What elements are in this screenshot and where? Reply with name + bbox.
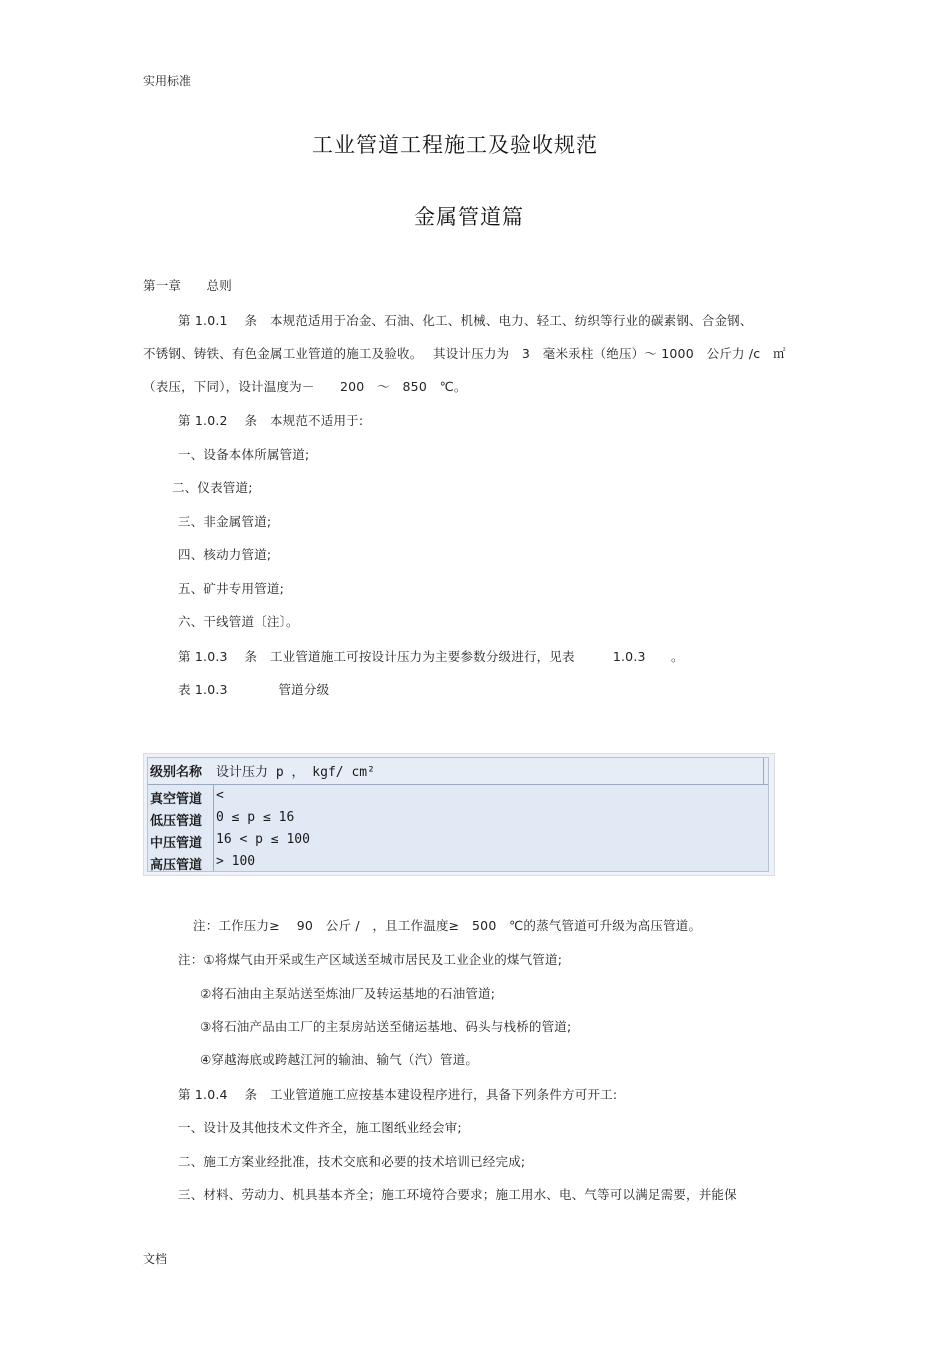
table-row [148, 851, 768, 873]
table-header-cell: 设计压力 p ， kgf/ cm² [216, 765, 375, 780]
clause-1-0-2-item: 六、干线管道〔注〕。 [178, 614, 299, 629]
note-2-item: ③将石油产品由工厂的主泵房站送至储运基地、码头与栈桥的管道; [200, 1019, 572, 1034]
table-row [148, 785, 768, 807]
clause-1-0-2-item: 三、非金属管道; [178, 514, 272, 529]
clause-1-0-4-item: 三、材料、劳动力、机具基本齐全；施工环境符合要求；施工用水、电、气等可以满足需要，并能保 [178, 1187, 737, 1202]
table-cell: < [216, 788, 224, 803]
table-cell: > 100 [216, 854, 256, 869]
table-row [148, 807, 768, 829]
table-divider [763, 758, 764, 784]
table-cell: 中压管道 [150, 836, 203, 851]
pipe-grade-table [143, 753, 775, 876]
table-cell: 高压管道 [150, 858, 203, 873]
note-2-item: ④穿越海底或跨越江河的输油、输气（汽）管道。 [200, 1052, 479, 1067]
table-cell: 0 ≤ p ≤ 16 [216, 810, 295, 825]
table-caption: 表 1.0.3 管道分级 [178, 682, 330, 697]
table-cell: 真空管道 [150, 792, 203, 807]
table-row [148, 829, 768, 851]
table-cell: 低压管道 [150, 814, 203, 829]
clause-1-0-2-item: 四、核动力管道; [178, 547, 272, 562]
clause-1-0-4-intro: 第 1.0.4 条 工业管道施工应按基本建设程序进行，具备下列条件方可开工: [178, 1087, 618, 1102]
note-1: 注：工作压力≥ 90 公斤 / ，且工作温度≥ 500 ℃的蒸气管道可升级为高压管道。 [193, 918, 702, 933]
document-title: 工业管道工程施工及验收规范 [312, 133, 598, 157]
clause-1-0-4-item: 二、施工方案业经批准，技术交底和必要的技术培训已经完成; [178, 1154, 526, 1169]
table-header-cell: 级别名称 [150, 765, 203, 780]
page-header: 实用标准 [143, 74, 192, 88]
clause-1-0-2-item: 二、仪表管道; [172, 480, 253, 495]
document-subtitle: 金属管道篇 [414, 205, 524, 229]
clause-1-0-3-text: 第 1.0.3 条 工业管道施工可按设计压力为主要参数分级进行，见表 1.0.3 。 [178, 649, 684, 664]
clause-1-0-2-item: 一、设备本体所属管道; [178, 447, 310, 462]
clause-1-0-1-line-2: 不锈钢、铸铁、有色金属工业管道的施工及验收。 其设计压力为 3 毫米汞柱（绝压）～ 1000 公斤力 /c ㎡ [143, 346, 786, 361]
clause-1-0-2-intro: 第 1.0.2 条 本规范不适用于: [178, 413, 364, 428]
pipe-grade-table-body [147, 757, 769, 872]
clause-1-0-1-line-3: （表压，下同），设计温度为－ 200 ～ 850 ℃。 [143, 379, 467, 394]
table-cell: 16 < p ≤ 100 [216, 832, 310, 847]
chapter-heading: 第一章 总则 [143, 278, 232, 293]
table-header-row [148, 758, 768, 785]
page-footer: 文档 [143, 1252, 168, 1266]
clause-1-0-1-line-1: 第 1.0.1 条 本规范适用于冶金、石油、化工、机械、电力、轻工、纺织等行业的碳素钢、合金钢、 [178, 313, 753, 328]
clause-1-0-2-item: 五、矿井专用管道; [178, 581, 285, 596]
note-2-intro: 注：①将煤气由开采或生产区域送至城市居民及工业企业的煤气管道; [178, 952, 563, 967]
clause-1-0-4-item: 一、设计及其他技术文件齐全，施工图纸业经会审; [178, 1120, 462, 1135]
note-2-item: ②将石油由主泵站送至炼油厂及转运基地的石油管道; [200, 986, 496, 1001]
